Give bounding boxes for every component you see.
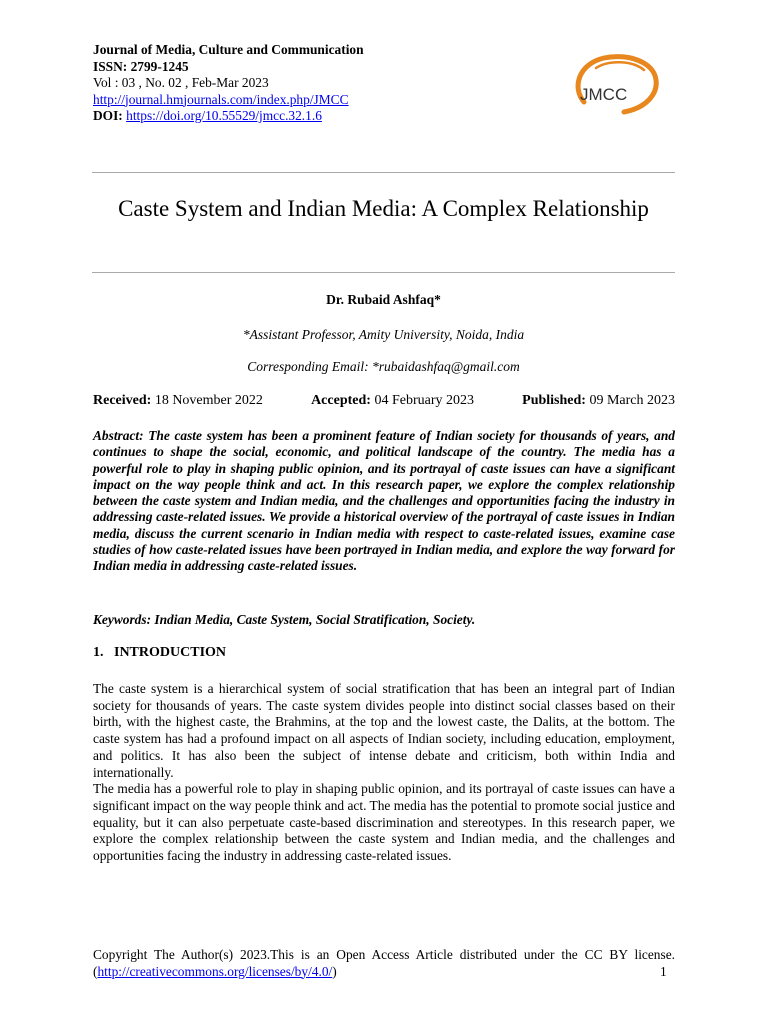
issn: ISSN: 2799-1245: [93, 58, 189, 74]
license-close-paren: ): [332, 963, 337, 979]
author-affiliation: *Assistant Professor, Amity University, Noida, India: [242, 327, 525, 342]
introduction-body: [93, 681, 675, 865]
logo-text: JMCC: [580, 85, 628, 104]
author-name: Dr. Rubaid Ashfaq*: [326, 292, 441, 307]
doi-label: DOI:: [93, 108, 123, 123]
journal-header: [93, 42, 533, 125]
abstract: Abstract: The caste system has been a prominent feature of Indian society for thousands of years, and continues to shape the social, economic, and political landscape of the country. The media has a powerful role to play in shaping public opinion, and its portrayal of caste issues can have a significant impact on the way people think and act. In this research paper, we explore the complex relationship between the caste system and Indian media, and the challenges and opportunities facing the industry in addressing caste-related issues. We provide a historical overview of the portrayal of caste issues in Indian media, discuss the current scenario in Indian media with respect to caste-related issues, examine case studies of how caste-related issues have been portrayed in Indian media, and explore the way forward for Indian media in addressing caste-related issues.: [93, 428, 675, 574]
volume-info: Vol : 03 , No. 02 , Feb-Mar 2023: [93, 75, 269, 90]
journal-url-link[interactable]: http://journal.hmjournals.com/index.php/JMCC: [93, 91, 349, 107]
intro-paragraph-1: The caste system is a hierarchical system of social stratification that has been an integral part of Indian society for thousands of years. The caste system divides people into distinct social classes based on their birth, with the highest caste, the Brahmins, at the top and the lowest caste, the Dalits, at the bottom. The caste system has had a profound impact on all aspects of Indian society, including education, employment, and politics. It has also been the subject of intense debate and criticism, both within India and internationally.: [93, 681, 675, 780]
title-divider: [92, 272, 675, 273]
header-divider: [92, 172, 675, 173]
jmcc-logo: [566, 50, 662, 122]
intro-paragraph-2: The media has a powerful role to play in shaping public opinion, and its portrayal of caste issues can have a significant impact on the way people think and act. The media has the potential to promote social justice and equality, but it can also perpetuate caste-based discrimination and stereotypes. In this research paper, we explore the complex relationship between the caste system and Indian media, and the challenges and opportunities facing the industry in addressing caste-related issues.: [93, 781, 675, 864]
doi-link[interactable]: https://doi.org/10.55529/jmcc.32.1.6: [126, 108, 322, 123]
copyright-text: Copyright The Author(s) 2023.This is an Open Access Article distributed under the CC BY license. (: [93, 947, 675, 979]
received-date: Received: 18 November 2022: [93, 393, 263, 408]
journal-name: Journal of Media, Culture and Communication: [93, 42, 364, 57]
copyright-footer: [93, 947, 675, 980]
page-number: 1: [660, 964, 667, 979]
published-date: Published: 09 March 2023: [522, 393, 675, 408]
section-heading-introduction: 1. INTRODUCTION: [93, 645, 227, 660]
publication-dates: [93, 393, 675, 409]
license-link[interactable]: http://creativecommons.org/licenses/by/4.0/: [97, 963, 333, 979]
corresponding-email: Corresponding Email: *rubaidashfaq@gmail.com: [247, 359, 520, 374]
article-title: Caste System and Indian Media: A Complex Relationship: [118, 196, 649, 221]
keywords: Keywords: Indian Media, Caste System, Social Stratification, Society.: [93, 612, 476, 627]
accepted-date: Accepted: 04 February 2023: [311, 393, 474, 408]
